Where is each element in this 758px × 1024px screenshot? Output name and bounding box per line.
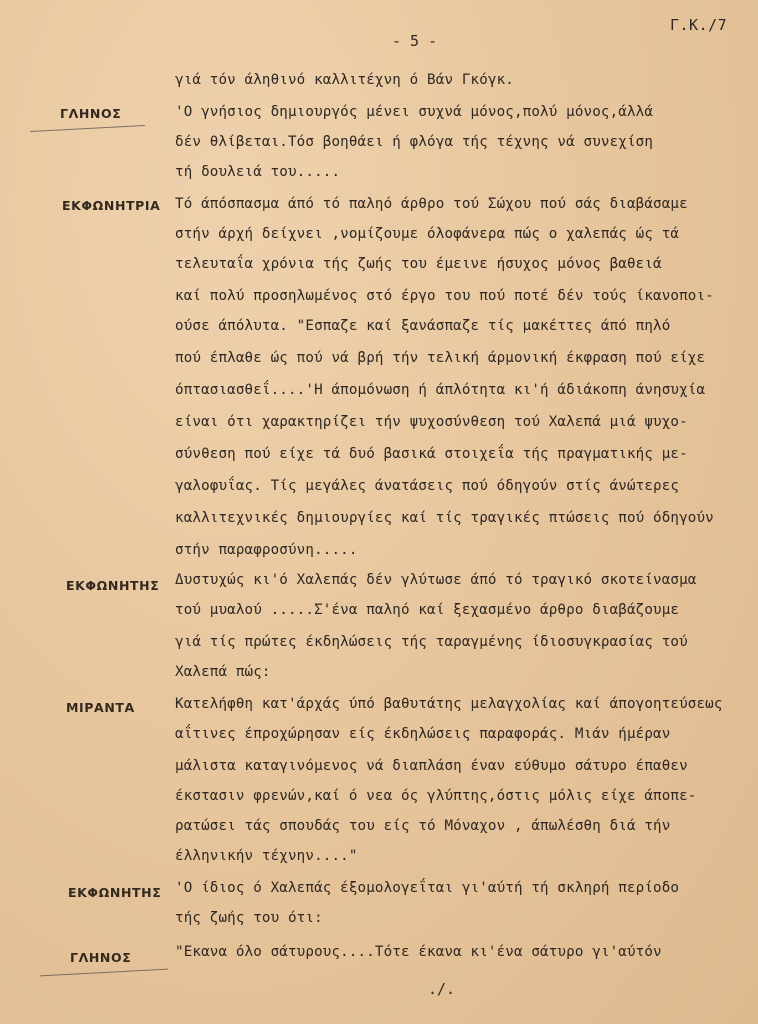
text-line: μάλιστα καταγινόμενος νά διαπλάση έναν εύθυμο σάτυρο έπαθεν — [175, 758, 688, 774]
pen-underline — [30, 125, 145, 132]
text-line: έκστασιν φρενών,καί ό νεα ός γλύπτης,όστις μόλις είχε άποπε- — [175, 788, 697, 804]
text-line: αΐτινες έπροχώρησαν είς έκδηλώσεις παραφοράς. Μιάν ήμέραν — [175, 726, 671, 742]
continuation-mark: ./. — [428, 980, 456, 998]
text-line: όπτασιασθεΐ....'Η άπομόνωση ή άπλότητα κι'ή άδιάκοπη άνησυχία — [175, 382, 706, 398]
speaker-glinos: ΓΛΗΝΟΣ — [60, 106, 122, 121]
text-line: Χαλεπά πώς: — [175, 664, 271, 680]
text-line: πού έπλαθε ώς πού νά βρή τήν τελική άρμονική έκφραση πού είχε — [175, 350, 706, 366]
text-line: είναι ότι χαρακτηρίζει τήν ψυχοσύνθεση τού Χαλεπά μιά ψυχο- — [175, 414, 688, 430]
text-line: στήν παραφροσύνη..... — [175, 542, 358, 558]
text-line: τελευταΐα χρόνια τής ζωής του έμεινε ήσυχος μόνος βαθειά — [175, 256, 662, 272]
speaker-glinos: ΓΛΗΝΟΣ — [70, 950, 132, 965]
text-line: 'Ο ίδιος ό Χαλεπάς έξομολογεΐται γι'αύτή τή σκληρή περίοδο — [175, 880, 680, 896]
text-line: Τό άπόσπασμα άπό τό παληό άρθρο τού Σώχου πού σάς διαβάσαμε — [175, 196, 688, 212]
text-line: τού μυαλού .....Σ'ένα παληό καί ξεχασμένο άρθρο διαβάζουμε — [175, 602, 680, 618]
page-number: - 5 - — [392, 32, 438, 50]
text-line: 'Ο γνήσιος δημιουργός μένει συχνά μόνος,πολύ μόνος,άλλά — [175, 104, 654, 120]
text-line: γαλοφυΐας. Τίς μεγάλες άνατάσεις πού όδηγούν στίς άνώτερες — [175, 478, 680, 494]
text-line: τής ζωής του ότι: — [175, 910, 323, 926]
text-line: δέν θλίβεται.Τόσ βοηθάει ή φλόγα τής τέχνης νά συνεχίση — [175, 134, 654, 150]
speaker-ekfonitis: ΕΚΦΩΝΗΤΗΣ — [66, 578, 160, 593]
page-reference: Γ.Κ./7 — [670, 16, 728, 34]
text-line: ρατώσει τάς σπουδάς του είς τό Μόναχον , άπωλέσθη διά τήν — [175, 818, 671, 834]
speaker-ekfonitria: ΕΚΦΩΝΗΤΡΙΑ — [62, 198, 161, 213]
speaker-ekfonitis: ΕΚΦΩΝΗΤΗΣ — [68, 885, 162, 900]
text-line: τή δουλειά του..... — [175, 164, 341, 180]
text-line: "Εκανα όλο σάτυρους....Τότε έκανα κι'ένα σάτυρο γι'αύτόν — [175, 944, 662, 960]
text-line: στήν άρχή δείχνει ,νομίζουμε όλοφάνερα πώς ο χαλεπάς ώς τά — [175, 226, 680, 242]
text-line: Δυστυχώς κι'ό Χαλεπάς δέν γλύτωσε άπό τό τραγικό σκοτείνασμα — [175, 572, 697, 588]
text-line: ούσε άπόλυτα. "Εσπαζε καί ξανάσπαζε τίς μακέττες άπό πηλό — [175, 318, 671, 334]
text-line: Κατελήφθη κατ'άρχάς ύπό βαθυτάτης μελαγχολίας καί άπογοητεύσεως — [175, 696, 723, 712]
text-line: γιά τόν άληθινό καλλιτέχνη ό Βάν Γκόγκ. — [175, 72, 514, 88]
speaker-miranta: ΜΙΡΑΝΤΑ — [66, 700, 135, 715]
text-line: γιά τίς πρώτες έκδηλώσεις τής ταραγμένης ίδιοσυγκρασίας τού — [175, 634, 688, 650]
text-line: καί πολύ προσηλωμένος στό έργο του πού ποτέ δέν τούς ίκανοποι- — [175, 288, 714, 304]
text-line: σύνθεση πού είχε τά δυό βασικά στοιχεΐα τής πραγματικής με- — [175, 446, 688, 462]
pen-underline — [40, 969, 168, 977]
text-line: καλλιτεχνικές δημιουργίες καί τίς τραγικές πτώσεις πού όδηγούν — [175, 510, 714, 526]
text-line: έλληνικήν τέχνην...." — [175, 848, 358, 864]
